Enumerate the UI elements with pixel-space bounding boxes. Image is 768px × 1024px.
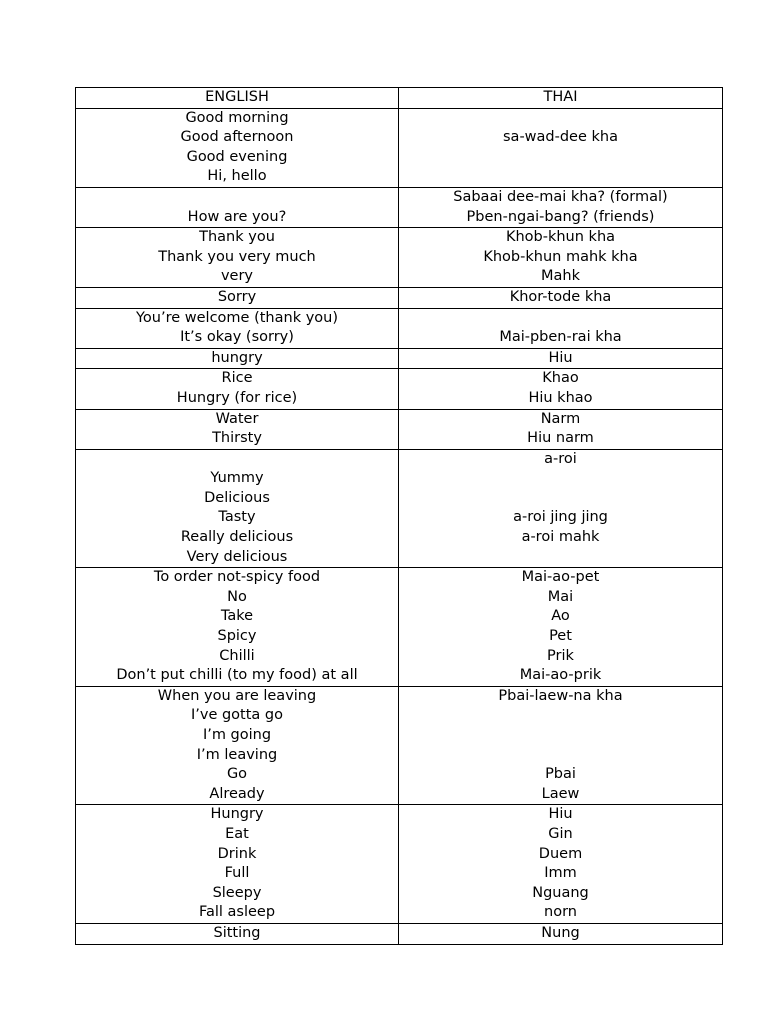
thai-cell-line: sa-wad-dee kha <box>503 129 618 146</box>
thai-cell-line: Laew <box>541 785 580 802</box>
thai-cell-line: Sabaai dee-mai kha? (formal) <box>453 188 668 205</box>
english-cell-line: I’m going <box>202 727 272 743</box>
thai-cell-line: Khob-khun kha <box>505 229 616 246</box>
thai-cell-line: Khao <box>542 370 579 387</box>
thai-cell <box>399 187 723 227</box>
thai-cell-line: Pbai-laew-na kha <box>498 687 623 704</box>
thai-cell-line: Hiu narm <box>527 430 594 447</box>
table-row <box>76 805 723 924</box>
thai-cell-line: a-roi <box>544 450 577 467</box>
english-cell-line: How are you? <box>187 208 287 225</box>
thai-cell-line: Mai <box>547 588 574 605</box>
thai-cell <box>399 308 723 348</box>
thai-cell <box>399 568 723 687</box>
english-cell-line: Sitting <box>213 924 261 941</box>
english-cell <box>76 108 399 187</box>
thai-cell-line: a-roi mahk <box>521 529 600 546</box>
english-cell-line: Go <box>226 766 248 783</box>
thai-cell-line: Ao <box>551 608 570 625</box>
thai-cell <box>399 923 723 944</box>
thai-cell-line <box>399 548 722 568</box>
thai-cell <box>399 449 723 568</box>
english-cell-line: Already <box>209 785 265 802</box>
thai-cell <box>399 348 723 369</box>
english-cell <box>76 287 399 308</box>
english-cell-line: When you are leaving <box>157 687 317 704</box>
english-cell-line: very <box>220 268 254 285</box>
table-row <box>76 409 723 449</box>
english-cell-line <box>76 188 398 208</box>
english-cell <box>76 568 399 687</box>
table-row <box>76 348 723 369</box>
english-cell-line: It’s okay (sorry) <box>180 329 294 346</box>
thai-cell-line: Hiu <box>548 806 573 823</box>
thai-cell-line: Khor-tode kha <box>509 288 612 305</box>
thai-cell-line: Pbai <box>545 766 576 783</box>
table-row <box>76 108 723 187</box>
table-row <box>76 923 723 944</box>
english-cell <box>76 187 399 227</box>
english-cell-line: Drink <box>217 845 257 862</box>
english-cell <box>76 308 399 348</box>
table-row <box>76 568 723 687</box>
thai-cell <box>399 409 723 449</box>
english-cell <box>76 686 399 805</box>
table-row <box>76 287 723 308</box>
english-cell <box>76 409 399 449</box>
thai-cell-line <box>399 706 722 726</box>
english-cell <box>76 348 399 369</box>
english-cell-line: Chilli <box>219 647 255 664</box>
thai-cell-line <box>399 109 722 129</box>
english-cell-line: hungry <box>211 349 263 366</box>
english-cell-line: Hungry (for rice) <box>176 389 298 406</box>
english-cell-line: I’ve gotta go <box>190 707 283 724</box>
thai-cell <box>399 228 723 288</box>
english-cell-line: Eat <box>225 825 249 842</box>
thai-cell-line <box>399 726 722 746</box>
english-cell-line: Rice <box>221 370 253 387</box>
thai-cell-line: Hiu khao <box>528 389 593 406</box>
thai-cell-line: Khob-khun mahk kha <box>483 248 638 265</box>
thai-cell-line <box>399 469 722 489</box>
english-cell <box>76 805 399 924</box>
thai-cell-line: Pben-ngai-bang? (friends) <box>466 208 655 225</box>
thai-cell <box>399 108 723 187</box>
thai-cell-line: Pet <box>549 628 572 645</box>
english-cell <box>76 369 399 409</box>
english-cell-line: Delicious <box>204 489 270 506</box>
thai-cell-line: Mai-ao-pet <box>521 569 600 586</box>
english-cell-line: I’m leaving <box>196 746 278 763</box>
english-cell-line: Full <box>224 865 250 882</box>
header-thai: THAI <box>399 88 723 109</box>
thai-cell-line <box>399 489 722 509</box>
english-cell-line: Thank you very much <box>158 248 316 265</box>
english-cell-line: Hungry <box>210 806 264 823</box>
english-cell-line: No <box>227 588 247 605</box>
english-cell-line: Fall asleep <box>198 904 276 921</box>
thai-cell-line: Mai-ao-prik <box>519 667 602 684</box>
english-cell-line: Yummy <box>210 470 264 487</box>
english-cell-line: Good morning <box>185 109 289 126</box>
english-cell-line <box>76 450 398 470</box>
english-cell <box>76 228 399 288</box>
english-cell <box>76 923 399 944</box>
english-cell-line: Don’t put chilli (to my food) at all <box>116 667 358 684</box>
thai-cell-line: Mai-pben-rai kha <box>499 329 622 346</box>
phrase-table-body <box>76 88 723 945</box>
english-cell-line: Good afternoon <box>180 129 294 146</box>
table-row <box>76 369 723 409</box>
thai-cell-line: Prik <box>547 647 574 664</box>
english-cell-line: Good evening <box>186 148 288 165</box>
table-row <box>76 686 723 805</box>
thai-cell-line <box>399 148 722 168</box>
english-cell-line: Sleepy <box>212 884 262 901</box>
thai-cell <box>399 369 723 409</box>
thai-cell-line: Mahk <box>541 268 580 285</box>
thai-cell-line: Duem <box>538 845 583 862</box>
english-cell-line: You’re welcome (thank you) <box>136 309 338 326</box>
phrase-table <box>75 87 723 945</box>
thai-cell <box>399 686 723 805</box>
english-cell-line: To order not-spicy food <box>153 569 321 586</box>
thai-cell-line: Imm <box>544 865 577 882</box>
table-row <box>76 228 723 288</box>
thai-cell-line: Hiu <box>548 349 573 366</box>
thai-cell <box>399 805 723 924</box>
table-row <box>76 187 723 227</box>
thai-cell-line: a-roi jing jing <box>513 509 608 526</box>
thai-cell-line <box>399 167 722 187</box>
english-cell-line: Very delicious <box>186 548 288 565</box>
thai-cell <box>399 287 723 308</box>
english-cell-line: Thirsty <box>212 430 262 447</box>
thai-cell-line: Nung <box>541 924 580 941</box>
english-cell-line: Tasty <box>218 509 256 526</box>
header-english: ENGLISH <box>76 88 399 109</box>
thai-cell-line: norn <box>544 904 577 921</box>
thai-cell-line: Narm <box>540 410 581 427</box>
english-cell-line: Water <box>215 410 259 427</box>
table-header-row <box>76 88 723 109</box>
english-cell-line: Sorry <box>217 288 257 305</box>
thai-cell-line: Gin <box>548 825 573 842</box>
english-cell-line: Thank you <box>199 229 275 246</box>
thai-cell-line: Nguang <box>532 884 589 901</box>
thai-cell-line <box>399 309 722 329</box>
thai-cell-line <box>399 746 722 766</box>
table-row <box>76 308 723 348</box>
english-cell-line: Spicy <box>217 628 257 645</box>
table-row <box>76 449 723 568</box>
english-cell-line: Really delicious <box>180 529 294 546</box>
english-cell-line: Hi, hello <box>207 168 267 185</box>
english-cell-line: Take <box>220 608 254 625</box>
english-cell <box>76 449 399 568</box>
